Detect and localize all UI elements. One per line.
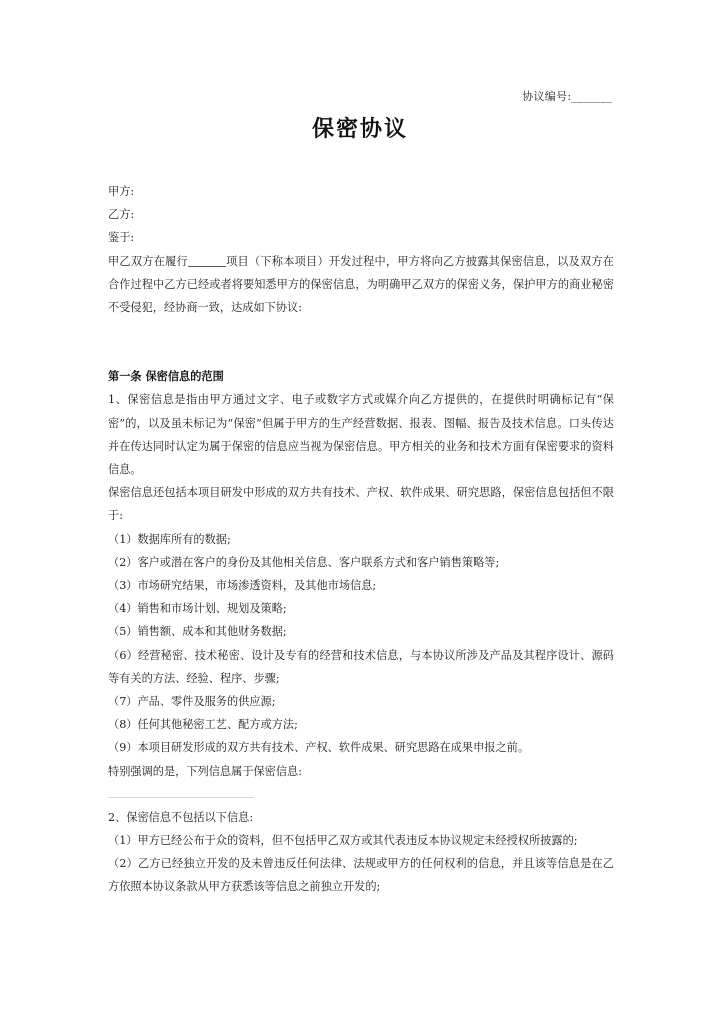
scope-intro-paragraph: 保密信息还包括本项目研发中形成的双方共有技术、产权、软件成果、研究思路，保密信息包括但不限于: — [108, 486, 614, 523]
section-divider — [108, 797, 254, 798]
clause-1-paragraph: 1、保密信息是指由甲方通过文字、电子或数字方式或媒介向乙方提供的，在提供时明确标记有“保密”的，以及虽未标记为“保密”但属于甲方的生产经营数据、报表、图幅、报告及技术信息。口头传达并在传达同时认定为属于保密的信息应当视为保密信息。甲方相关的业务和技术方面有保密要求的资料信息。 — [108, 393, 614, 477]
spacer — [108, 319, 614, 365]
scope-item: （1）数据库所有的数据; — [108, 532, 231, 546]
agreement-number: 协议编号:_______ — [522, 90, 612, 103]
scope-item: （4）销售和市场计划、规划及策略; — [108, 602, 287, 616]
exclusion-item: （1）甲方已经公布于众的资料，但不包括甲乙双方或其代表违反本协议规定未经授权所披露的; — [108, 834, 578, 848]
scope-item: （5）销售额、成本和其他财务数据; — [108, 625, 287, 639]
scope-item: （8）任何其他秘密工艺、配方或方法; — [108, 718, 298, 732]
clause-2-heading: 2、保密信息不包括以下信息: — [108, 810, 254, 824]
document-body — [108, 180, 614, 899]
scope-item: （3）市场研究结果，市场渗透资料，及其他市场信息; — [108, 579, 377, 593]
document-title: 保密协议 — [311, 116, 408, 142]
party-a-label: 甲方: — [108, 185, 135, 198]
party-b-label: 乙方: — [108, 208, 135, 222]
scope-item: （9）本项目研发形成的双方共有技术、产权、软件成果、研究思路在成果申报之前。 — [108, 741, 530, 755]
exclusion-item: （2）乙方已经独立开发的及未曾违反任何法律、法规或甲方的任何权利的信息，并且该等信息是在乙方依照本协议条款从甲方获悉该等信息之前独立开发的; — [108, 857, 614, 894]
whereas-label: 鉴于: — [108, 231, 135, 245]
preamble-paragraph — [108, 250, 614, 320]
preamble-suffix: 项目（下称本项目）开发过程中，甲方将向乙方披露其保密信息，以及双方在合作过程中乙方已经或者将要知悉甲方的保密信息，为明确甲乙双方的保密义务，保护甲方的商业秘密不受侵犯，经协商一致，达成如下协议: — [108, 254, 614, 315]
article-1-heading: 第一条 保密信息的范围 — [108, 369, 224, 384]
preamble-prefix: 甲乙双方在履行 — [108, 254, 188, 268]
project-name-blank — [188, 254, 226, 267]
scope-item: （7）产品、零件及服务的供应源; — [108, 695, 276, 709]
scope-item: （2）客户或潜在客户的身份及其他相关信息、客户联系方式和客户销售策略等; — [108, 555, 500, 569]
special-note: 特别强调的是，下列信息属于保密信息: — [108, 764, 302, 778]
scope-item: （6）经营秘密、技术秘密、设计及专有的经营和技术信息，与本协议所涉及产品及其程序设计、源码等有关的方法、经验、程序、步骤; — [108, 648, 614, 685]
